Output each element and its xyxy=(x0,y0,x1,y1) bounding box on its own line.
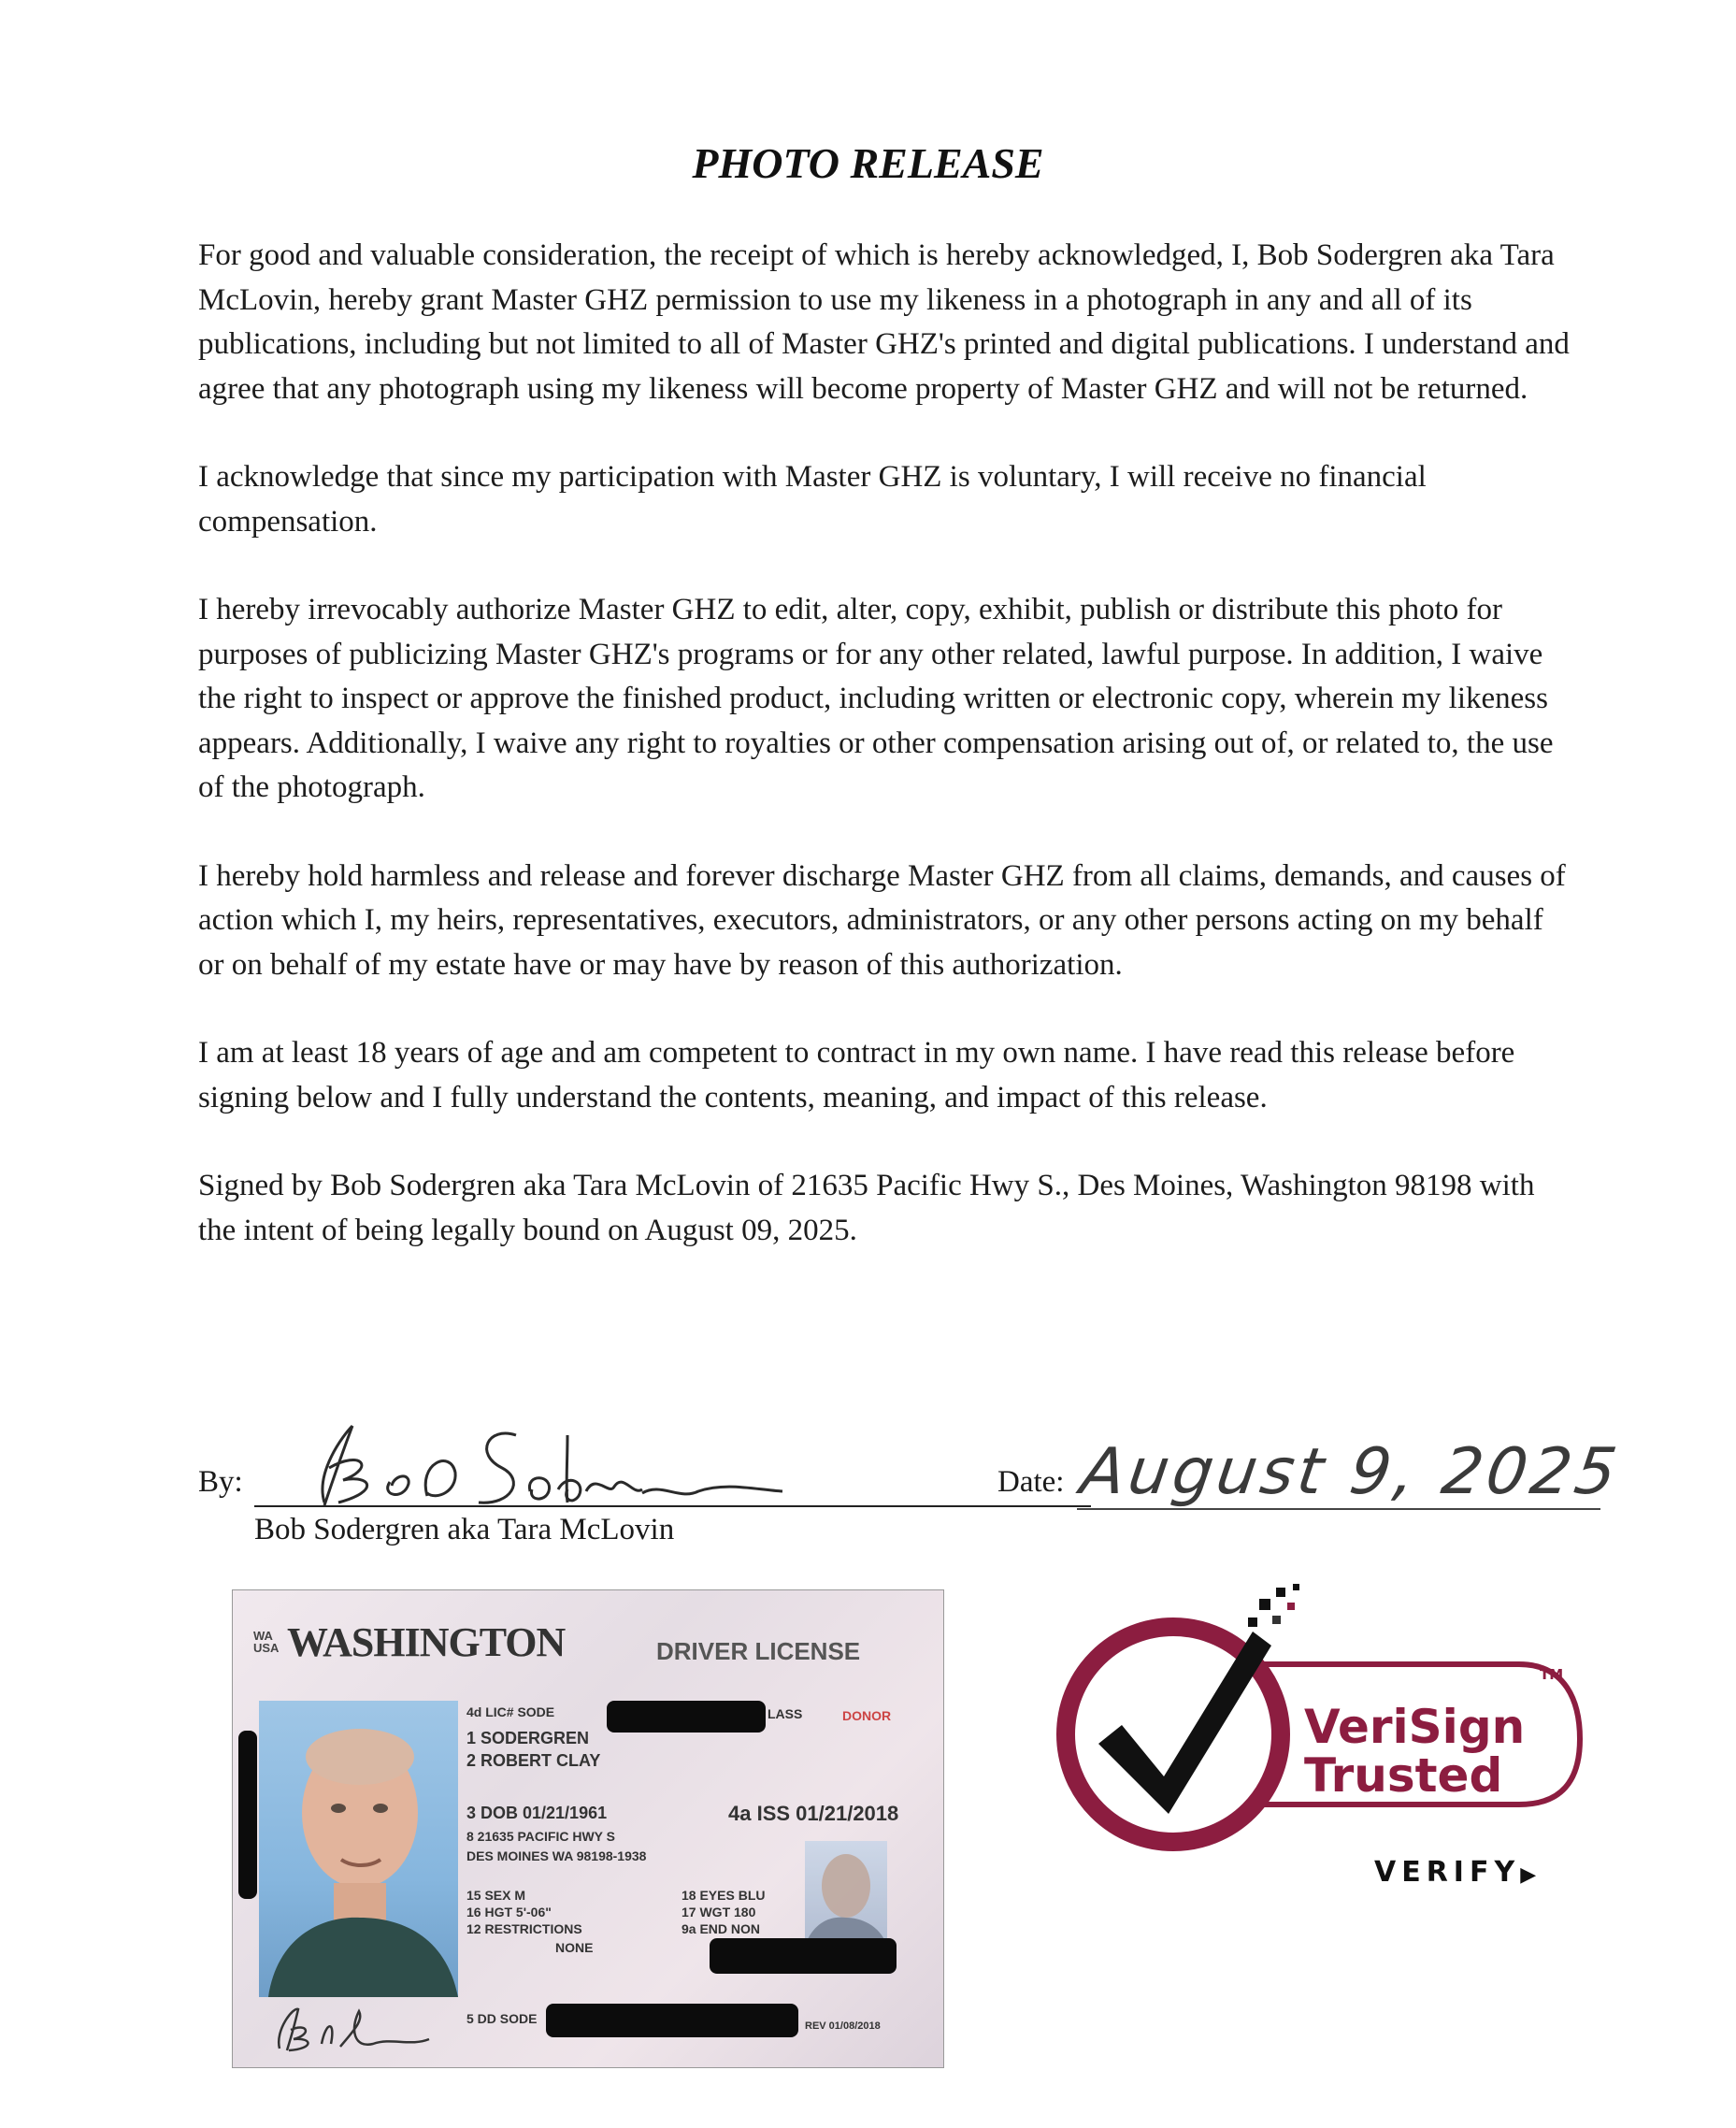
license-sex: 15 SEX M xyxy=(466,1888,526,1903)
date-line xyxy=(1077,1508,1600,1510)
license-prefix-usa: USA xyxy=(253,1641,280,1655)
license-height: 16 HGT 5'-06" xyxy=(466,1905,552,1920)
paragraph-release: I hereby hold harmless and release and forever discharge Master GHZ from all claims, demands, and causes of action which I, my heirs, representatives, executors, administrators, or any other persons acting on my behalf or on behalf of my estate have or may have by reason of this authorization. xyxy=(198,858,1566,982)
redaction-bar xyxy=(710,1938,897,1974)
badge-verify-link[interactable] xyxy=(1374,1856,1536,1889)
license-state: WASHINGTON xyxy=(287,1619,566,1665)
redaction-bar xyxy=(238,1731,257,1899)
person-photo-icon xyxy=(259,1701,458,1997)
document-body xyxy=(198,234,1572,1297)
badge-trusted: Trusted xyxy=(1304,1748,1503,1803)
redaction-bar xyxy=(607,1701,766,1733)
badge-verify-label: VERIFY xyxy=(1374,1856,1521,1889)
printed-name: Bob Sodergren aka Tara McLovin xyxy=(254,1513,675,1546)
license-number: 4d LIC# SODE xyxy=(466,1704,555,1719)
paragraph-signed-by: Signed by Bob Sodergren aka Tara McLovin of 21635 Pacific Hwy S., Des Moines, Washington 98198 with the intent of being legally bound on August 09, 2025. xyxy=(198,1169,1535,1247)
license-donor-label: DONOR xyxy=(842,1708,892,1723)
license-dd: 5 DD SODE xyxy=(466,2011,538,2026)
badge-brand: VeriSign xyxy=(1304,1700,1526,1754)
driver-license-image xyxy=(232,1589,944,2068)
badge-trademark: TM xyxy=(1540,1666,1564,1683)
redaction-bar xyxy=(546,2004,798,2037)
signature-line xyxy=(254,1505,1091,1507)
license-endorsements: 9a END NON xyxy=(681,1921,761,1936)
license-type: DRIVER LICENSE xyxy=(656,1637,861,1665)
license-state-prefix xyxy=(253,1630,279,1654)
document-title: PHOTO RELEASE xyxy=(692,139,1044,187)
paragraph-age: I am at least 18 years of age and am competent to contract in my own name. I have read this release before signing below and I fully understand the contents, meaning, and impact of this release. xyxy=(198,1036,1515,1114)
license-address-line1: 8 21635 PACIFIC HWY S xyxy=(466,1829,615,1844)
license-signature xyxy=(270,2002,438,2058)
by-label: By: xyxy=(198,1465,243,1499)
handwritten-date: August 9, 2025 xyxy=(1076,1435,1625,1509)
license-revision: REV 01/08/2018 xyxy=(805,2020,881,2032)
paragraph-compensation: I acknowledge that since my participation with Master GHZ is voluntary, I will receive no financial compensation. xyxy=(198,460,1427,539)
signature-row xyxy=(198,1416,1638,1566)
paragraph-authorization: I hereby irrevocably authorize Master GHZ to edit, alter, copy, exhibit, publish or distribute this photo for purposes of publicizing Master GHZ's programs or for any other related, lawful purpose. In addition, I waive the right to inspect or approve the finished product, including written or electronic copy, wherein my likeness appears. Additionally, I waive any right to royalties or other compensation arising out of, or related to, the use of the photograph. xyxy=(198,593,1554,804)
license-prefix-wa: WA xyxy=(253,1629,273,1643)
license-address-line2: DES MOINES WA 98198-1938 xyxy=(466,1848,647,1863)
ghost-person-icon xyxy=(805,1841,887,1946)
license-issue-date: 4a ISS 01/21/2018 xyxy=(728,1802,899,1825)
license-ghost-photo xyxy=(805,1841,887,1946)
license-photo xyxy=(259,1701,458,1997)
license-restrictions: NONE xyxy=(555,1940,594,1955)
license-class-label: LASS xyxy=(768,1706,803,1721)
license-weight: 17 WGT 180 xyxy=(681,1905,756,1920)
license-restrictions-label: 12 RESTRICTIONS xyxy=(466,1921,582,1936)
license-last-name: 1 SODERGREN xyxy=(466,1729,590,1747)
license-eyes: 18 EYES BLU xyxy=(681,1888,766,1903)
play-arrow-icon: ▶ xyxy=(1520,1863,1537,1887)
handwritten-signature xyxy=(287,1416,811,1519)
date-label: Date: xyxy=(997,1465,1065,1499)
paragraph-consideration: For good and valuable consideration, the receipt of which is hereby acknowledged, I, Bob Sodergren aka Tara McLovin, hereby grant Master GHZ permission to use my likeness in a photograph in any and all of its publications, including but not limited to all of Master GHZ's printed and digital publications. I understand and agree that any photograph using my likeness will become property of Master GHZ and will not be returned. xyxy=(198,238,1570,406)
license-dob: 3 DOB 01/21/1961 xyxy=(466,1804,608,1822)
verisign-trusted-badge xyxy=(1042,1580,1603,1898)
license-first-name: 2 ROBERT CLAY xyxy=(466,1751,601,1770)
